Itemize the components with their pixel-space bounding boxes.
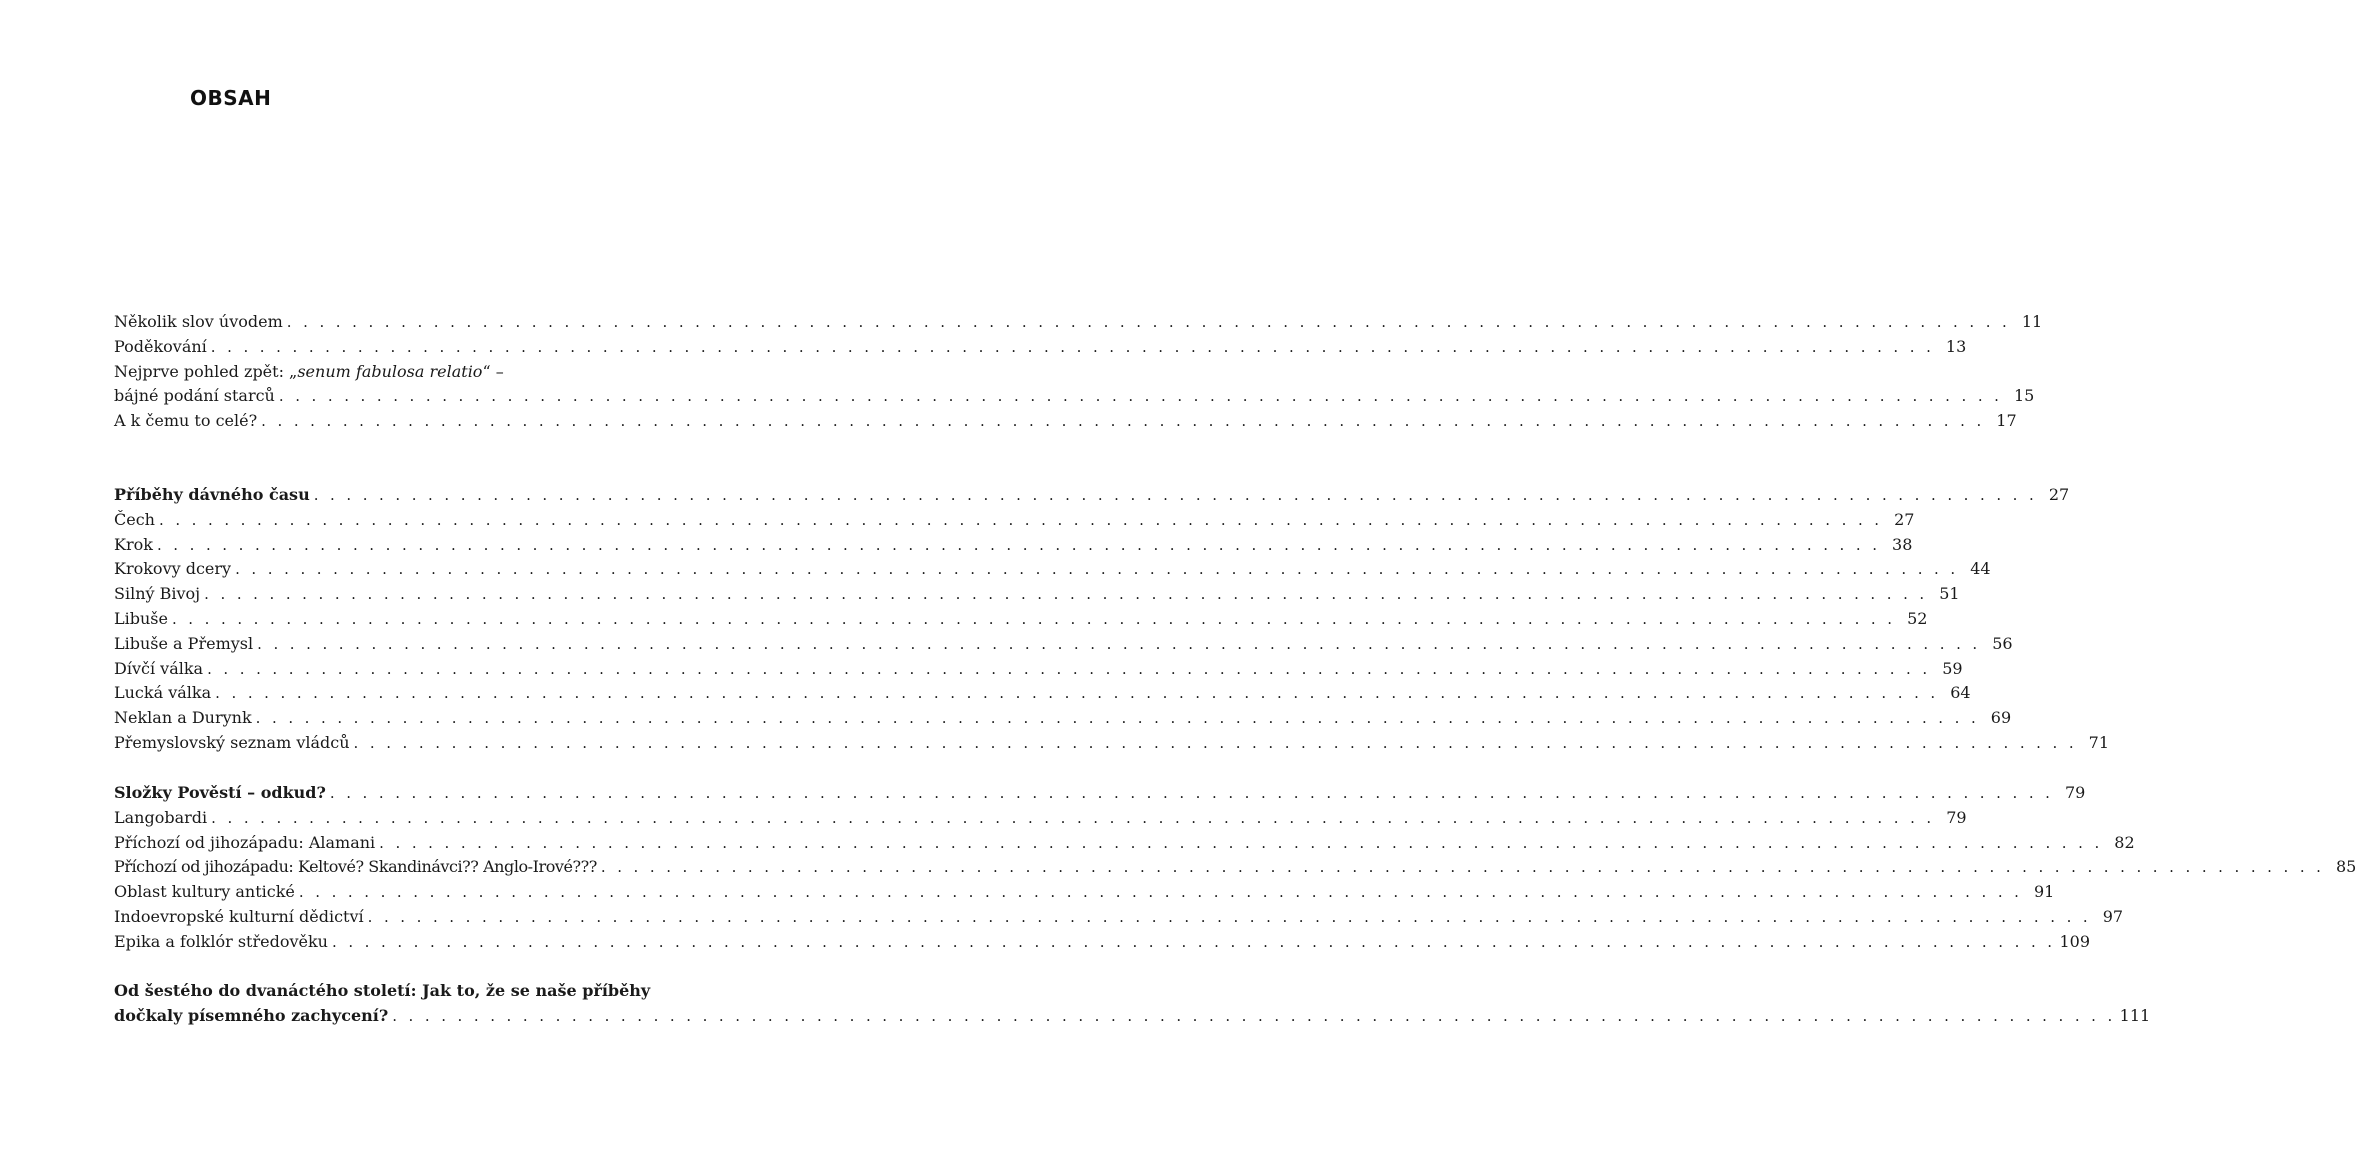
toc-leader-dots: . . . . . . . . . . . . . . . . . . . . . . . . . . . . . . . . . . . . . . . . . . . . . . . . . . . . . . . . . . . . . . . . . . . . . . . . . . . . . . . . . . . . . . . . . . . . . . . . . . . . . . . . . .: [171, 609, 1896, 628]
toc-entry[interactable]: [114, 582, 1960, 607]
toc-entry[interactable]: [114, 310, 2043, 335]
toc-entry-page: 97: [2102, 906, 2124, 926]
toc-leader-dots: . . . . . . . . . . . . . . . . . . . . . . . . . . . . . . . . . . . . . . . . . . . . . . . . . . . . . . . . . . . . . . . . . . . . . . . . . . . . . . . . . . . . . . . . . . . . . . . . . . . . . . . . . .: [261, 412, 1985, 431]
toc-entry[interactable]: [114, 632, 2013, 657]
toc-entry-title: Silný Bivoj: [114, 584, 201, 604]
toc-entry-title: Libuše a Přemysl: [114, 633, 254, 653]
toc-entry[interactable]: [114, 930, 2090, 955]
toc-entry-title: Dívčí válka: [114, 658, 204, 678]
toc-entry-page: 44: [1970, 559, 1991, 579]
toc-entry-page: 79: [1946, 807, 1967, 827]
toc-entry-page: 38: [1892, 534, 1913, 554]
toc-entry-first-line[interactable]: [114, 360, 736, 385]
toc-leader-dots: . . . . . . . . . . . . . . . . . . . . . . . . . . . . . . . . . . . . . . . . . . . . . . . . . . . . . . . . . . . . . . . . . . . . . . . . . . . . . . . . . . . . . . . . . . . . . . . . . . . . . . . . . .: [313, 486, 2038, 504]
toc-leader-dots: . . . . . . . . . . . . . . . . . . . . . . . . . . . . . . . . . . . . . . . . . . . . . . . . . . . . . . . . . . . . . . . . . . . . . . . . . . . . . . . . . . . . . . . . . . . . . . . . . . . . . . . . . .: [215, 684, 1939, 703]
toc-entry-title: Epika a folklór středověku: [114, 931, 328, 951]
toc-leader-dots: . . . . . . . . . . . . . . . . . . . . . . . . . . . . . . . . . . . . . . . . . . . . . . . . . . . . . . . . . . . . . . . . . . . . . . . . . . . . . . . . . . . . . . . . . . . . . . . . . . . . . . . . . .: [600, 858, 2325, 877]
toc-title-latin: senum fabulosa relatio: [297, 361, 483, 381]
toc-leader-dots: . . . . . . . . . . . . . . . . . . . . . . . . . . . . . . . . . . . . . . . . . . . . . . . . . . . . . . . . . . . . . . . . . . . . . . . . . . . . . . . . . . . . . . . . . . . . . . . . . . . . . . . . . .: [278, 387, 2003, 406]
toc-entry[interactable]: [114, 607, 1928, 632]
toc-entry-page: 91: [2034, 882, 2055, 902]
toc-leader-dots: . . . . . . . . . . . . . . . . . . . . . . . . . . . . . . . . . . . . . . . . . . . . . . . . . . . . . . . . . . . . . . . . . . . . . . . . . . . . . . . . . . . . . . . . . . . . . . . . . . . . . . . . . .: [257, 634, 1981, 653]
toc-entry[interactable]: [114, 508, 1915, 533]
toc-group-centuries: [114, 979, 2151, 1029]
toc-entry-title: A k čemu to celé?: [114, 411, 258, 431]
toc-leader-dots: . . . . . . . . . . . . . . . . . . . . . . . . . . . . . . . . . . . . . . . . . . . . . . . . . . . . . . . . . . . . . . . . . . . . . . . . . . . . . . . . . . . . . . . . . . . . . . . . . . . . . . . . . .: [204, 585, 1928, 604]
toc-leader-dots: . . . . . . . . . . . . . . . . . . . . . . . . . . . . . . . . . . . . . . . . . . . . . . . . . . . . . . . . . . . . . . . . . . . . . . . . . . . . . . . . . . . . . . . . . . . . . . . . . . . . . . . . . .: [235, 560, 1959, 579]
toc-entry-page: 64: [1950, 683, 1971, 703]
toc-entry-page: 11: [2021, 312, 2043, 331]
toc-leader-dots: . . . . . . . . . . . . . . . . . . . . . . . . . . . . . . . . . . . . . . . . . . . . . . . . . . . . . . . . . . . . . . . . . . . . . . . . . . . . . . . . . . . . . . . . . . . . . . . . . . . . . . . . . .: [211, 808, 1935, 827]
toc-entry-title: dočkaly písemného zachycení?: [114, 1005, 389, 1025]
toc-entry[interactable]: [114, 409, 2017, 434]
toc-entry-title: Od šestého do dvanáctého století: Jak to, že se naše příběhy: [114, 981, 651, 1000]
toc-entry-page: 27: [2048, 485, 2070, 504]
toc-leader-dots: . . . . . . . . . . . . . . . . . . . . . . . . . . . . . . . . . . . . . . . . . . . . . . . . . . . . . . . . . . . . . . . . . . . . . . . . . . . . . . . . . . . . . . . . . . . . . . . . . . . . . . . . . .: [329, 784, 2054, 802]
toc-leader-dots: . . . . . . . . . . . . . . . . . . . . . . . . . . . . . . . . . . . . . . . . . . . . . . . . . . . . . . . . . . . . . . . . . . . . . . . . . . . . . . . . . . . . . . . . . . . . . . . . . . . . . . . . . .: [298, 883, 2023, 902]
toc-leader-dots: . . . . . . . . . . . . . . . . . . . . . . . . . . . . . . . . . . . . . . . . . . . . . . . . . . . . . . . . . . . . . . . . . . . . . . . . . . . . . . . . . . . . . . . . . . . . . . . . . . . . . . . . . .: [255, 709, 1980, 728]
toc-entry[interactable]: [114, 335, 1967, 360]
toc-entry-title: Příchozí od jihozápadu: Alamani: [114, 832, 376, 852]
toc-entry-page: 17: [1996, 411, 2017, 431]
toc-entry-page: 111: [2119, 1005, 2151, 1025]
toc-entry-title: Libuše: [114, 608, 168, 628]
toc-leader-dots: . . . . . . . . . . . . . . . . . . . . . . . . . . . . . . . . . . . . . . . . . . . . . . . . . . . . . . . . . . . . . . . . . . . . . . . . . . . . . . . . . . . . . . . . . . . . . . . . . . . . . . . . . .: [331, 932, 2056, 951]
toc-section-heading[interactable]: [114, 1004, 2151, 1029]
toc-group-stories: [114, 483, 2110, 756]
toc-entry-page: 69: [1990, 708, 2012, 728]
toc-leader-dots: . . . . . . . . . . . . . . . . . . . . . . . . . . . . . . . . . . . . . . . . . . . . . . . . . . . . . . . . . . . . . . . . . . . . . . . . . . . . . . . . . . . . . . . . . . . . . . . . . . . . . . . . . .: [392, 1006, 2116, 1025]
page-title: OBSAH: [190, 86, 272, 110]
toc-title-part: “ –: [482, 361, 504, 381]
toc-entry-page: 27: [1894, 509, 1915, 529]
toc-entry-page: 52: [1907, 608, 1928, 628]
toc-entry-page: 15: [2013, 386, 2035, 406]
toc-leader-dots: . . . . . . . . . . . . . . . . . . . . . . . . . . . . . . . . . . . . . . . . . . . . . . . . . . . . . . . . . . . . . . . . . . . . . . . . . . . . . . . . . . . . . . . . . . . . . . . . . . . . . . . . . .: [156, 535, 1881, 554]
toc-title-part: Nejprve pohled zpět: „: [114, 361, 298, 381]
toc-entry[interactable]: [114, 657, 1963, 682]
toc-entry-title: Langobardi: [114, 807, 208, 827]
toc-entry-title: Přemyslovský seznam vládců: [114, 732, 350, 752]
toc-entry-title: Čech: [114, 509, 155, 529]
toc-entry-page: 109: [2059, 931, 2090, 951]
toc-entry[interactable]: [114, 731, 2110, 756]
toc-entry-title: Poděkování: [114, 336, 207, 356]
toc-leader-dots: . . . . . . . . . . . . . . . . . . . . . . . . . . . . . . . . . . . . . . . . . . . . . . . . . . . . . . . . . . . . . . . . . . . . . . . . . . . . . . . . . . . . . . . . . . . . . . . . . . . . . . . . . .: [210, 337, 1935, 356]
toc-leader-dots: . . . . . . . . . . . . . . . . . . . . . . . . . . . . . . . . . . . . . . . . . . . . . . . . . . . . . . . . . . . . . . . . . . . . . . . . . . . . . . . . . . . . . . . . . . . . . . . . . . . . . . . . . .: [353, 733, 2078, 752]
toc-section-heading[interactable]: [114, 483, 2070, 508]
toc-entry[interactable]: [114, 681, 1971, 706]
toc-entry-page: 71: [2088, 732, 2110, 752]
toc-entry-page: 79: [2064, 783, 2086, 802]
toc-entry-page: 56: [1992, 633, 2013, 653]
toc-entry[interactable]: [114, 557, 1991, 582]
toc-entry-title: Neklan a Durynk: [114, 708, 252, 728]
toc-entry[interactable]: [114, 831, 2135, 856]
toc-entry[interactable]: [114, 706, 2012, 731]
toc-entry-title: Krokovy dcery: [114, 559, 232, 579]
toc-entry-page: 82: [2114, 832, 2135, 852]
toc-entry-page: 59: [1942, 658, 1963, 678]
toc-leader-dots: . . . . . . . . . . . . . . . . . . . . . . . . . . . . . . . . . . . . . . . . . . . . . . . . . . . . . . . . . . . . . . . . . . . . . . . . . . . . . . . . . . . . . . . . . . . . . . . . . . . . . . . . . .: [379, 833, 2103, 852]
toc-leader-dots: . . . . . . . . . . . . . . . . . . . . . . . . . . . . . . . . . . . . . . . . . . . . . . . . . . . . . . . . . . . . . . . . . . . . . . . . . . . . . . . . . . . . . . . . . . . . . . . . . . . . . . . . . .: [207, 659, 1931, 678]
toc-section-heading[interactable]: [114, 781, 2086, 806]
toc-entry-title: bájné podání starců: [114, 386, 275, 406]
toc-entry-page: 51: [1939, 584, 1960, 604]
toc-entry-title: Krok: [114, 534, 153, 554]
toc-entry-title: Složky Pověstí – odkud?: [114, 783, 326, 802]
toc-entry[interactable]: [114, 855, 2356, 880]
toc-entry-page: 13: [1945, 336, 1967, 356]
toc-entry-title: Oblast kultury antické: [114, 882, 295, 902]
toc-entry-title: Lucká válka: [114, 683, 212, 703]
toc-entry[interactable]: [114, 880, 2055, 905]
toc-entry[interactable]: [114, 806, 1967, 831]
toc-group-intro: [114, 310, 2043, 434]
toc-entry[interactable]: [114, 384, 2035, 409]
toc-section-heading-first-line[interactable]: [114, 979, 736, 1004]
toc-leader-dots: . . . . . . . . . . . . . . . . . . . . . . . . . . . . . . . . . . . . . . . . . . . . . . . . . . . . . . . . . . . . . . . . . . . . . . . . . . . . . . . . . . . . . . . . . . . . . . . . . . . . . . . . . .: [286, 313, 2011, 331]
toc-entry[interactable]: [114, 905, 2124, 930]
toc-entry-title: Příchozí od jihozápadu: Keltové? Skandinávci?? Anglo-Irové???: [114, 857, 597, 877]
toc-entry-title: Indoevropské kulturní dědictví: [114, 906, 364, 926]
toc-entry[interactable]: [114, 533, 1913, 558]
toc-entry-page: 85: [2335, 857, 2356, 877]
toc-leader-dots: . . . . . . . . . . . . . . . . . . . . . . . . . . . . . . . . . . . . . . . . . . . . . . . . . . . . . . . . . . . . . . . . . . . . . . . . . . . . . . . . . . . . . . . . . . . . . . . . . . . . . . . . . .: [158, 510, 1883, 529]
toc-leader-dots: . . . . . . . . . . . . . . . . . . . . . . . . . . . . . . . . . . . . . . . . . . . . . . . . . . . . . . . . . . . . . . . . . . . . . . . . . . . . . . . . . . . . . . . . . . . . . . . . . . . . . . . . . .: [367, 907, 2092, 926]
toc-entry-title: Několik slov úvodem: [114, 312, 283, 331]
toc-group-sources: [114, 781, 2356, 955]
toc-entry-title: [114, 360, 736, 385]
toc-entry-title: Příběhy dávného času: [114, 485, 310, 504]
